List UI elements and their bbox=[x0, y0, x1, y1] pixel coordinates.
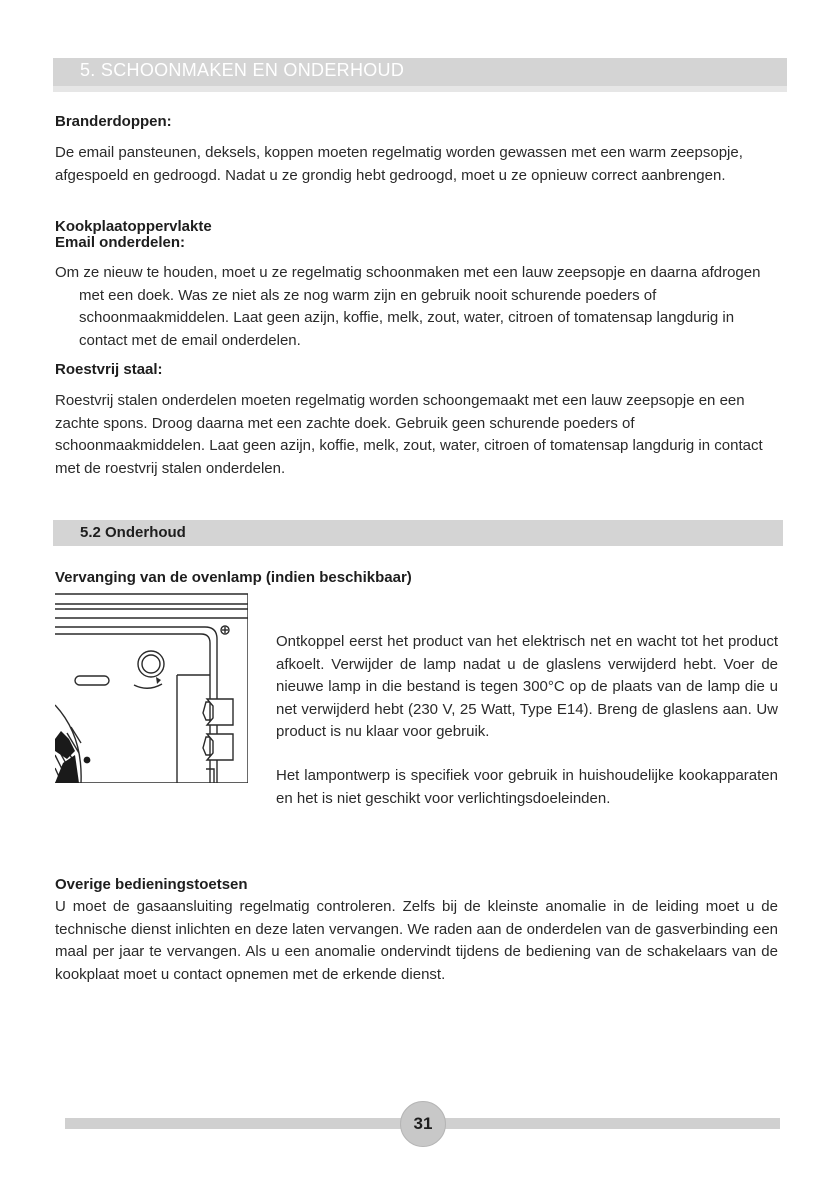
ovenlamp-text1: Ontkoppel eerst het product van het elektrisch net en wacht tot het product afkoelt. Verwijder de lamp nadat u de glaslens verwijderd hebt. Voer de nieuwe lamp in die bestand is tegen 300°C op de plaats van de lamp die u net verwijderd hebt (230 V, 25 Watt, Type E14). Breng de glaslens aan. Uw product is nu klaar voor gebruik. bbox=[276, 633, 778, 740]
roestvrij-heading: Roestvrij staal: bbox=[55, 361, 163, 378]
kookplaat-text: Om ze nieuw te houden, moet u ze regelmatig schoonmaken met een lauw zeepsopje en daarna afdrogen met een doek. Was ze niet als ze nog warm zijn en gebruik nooit schurende poeders of schoonmaakmiddelen. Laat geen azijn, koffie, melk, zout, water, citroen of tomatensap langdurig in contact met de email onderdelen. bbox=[55, 264, 761, 349]
section-title: 5. SCHOONMAKEN EN ONDERHOUD bbox=[80, 60, 405, 80]
page-number: 31 bbox=[400, 1101, 446, 1147]
subsection-header bbox=[53, 520, 783, 546]
ovenlamp-heading: Vervanging van de ovenlamp (indien beschikbaar) bbox=[55, 569, 412, 586]
kookplaat-heading-line2: Email onderdelen: bbox=[55, 234, 186, 251]
oven-lamp-illustration bbox=[55, 593, 248, 783]
overige-heading: Overige bedieningstoetsen bbox=[55, 876, 248, 893]
section-header-underline bbox=[53, 86, 787, 92]
branderdoppen-heading: Branderdoppen: bbox=[55, 113, 172, 130]
kookplaat-heading-line1: Kookplaatoppervlakte bbox=[55, 218, 212, 235]
overige-text: U moet de gasaansluiting regelmatig controleren. Zelfs bij de kleinste anomalie in de leiding moet u de technische dienst inlichten en deze laten vervangen. We raden aan de onderdelen van de gasverbinding een maal per jaar te vervangen. Als u een anomalie ondervindt tijdens de bediening van de schakelaars van de kookplaat moet u contact opnemen met de erkende dienst. bbox=[55, 898, 778, 983]
section-header bbox=[53, 58, 787, 86]
branderdoppen-text: De email pansteunen, deksels, koppen moeten regelmatig worden gewassen met een warm zeepsopje, afgespoeld en gedroogd. Nadat u ze grondig hebt gedroogd, moet u ze opnieuw correct aanbrengen. bbox=[55, 144, 743, 184]
ovenlamp-text2: Het lampontwerp is specifiek voor gebruik in huishoudelijke kookapparaten en het is niet geschikt voor verlichtingsdoeleinden. bbox=[276, 767, 778, 807]
subsection-title: 5.2 Onderhoud bbox=[80, 524, 186, 541]
roestvrij-text: Roestvrij stalen onderdelen moeten regelmatig worden schoongemaakt met een lauw zeepsopje en een zachte spons. Droog daarna met een zachte doek. Gebruik geen schurende poeders of schoonmaakmiddelen. Laat geen azijn, koffie, melk, zout, water, citroen of tomatensap langdurig in contact met de roestvrij stalen onderdelen. bbox=[55, 392, 763, 477]
kookplaat-heading bbox=[55, 219, 212, 251]
